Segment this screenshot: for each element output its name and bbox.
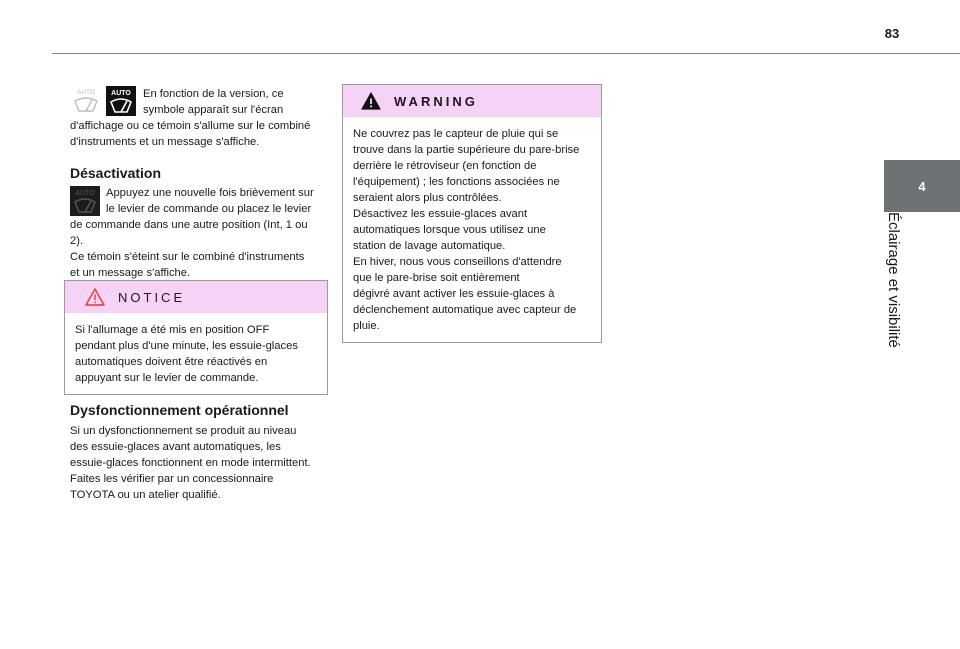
- warning-line: seraient alors plus contrôlées.: [353, 192, 502, 204]
- warning-line: station de lavage automatique.: [353, 240, 506, 252]
- notice-line: Si l'allumage a été mis en position OFF: [75, 324, 270, 336]
- deactivation-line-1: Appuyez une nouvelle fois brièvement sur: [106, 187, 314, 199]
- notice-box: [64, 280, 328, 395]
- warning-line: trouve dans la partie supérieure du pare-brise: [353, 144, 580, 156]
- header-divider: [52, 53, 960, 54]
- warning-line: Désactivez les essuie-glaces avant: [353, 208, 528, 220]
- deactivation-line-3: de commande dans une autre position (Int, 1 ou: [70, 219, 308, 231]
- malfunction-line: Faites les vérifier par un concessionnaire: [70, 473, 274, 485]
- deactivation-line-6: et un message s'affiche.: [70, 267, 191, 279]
- warning-line: Ne couvrez pas le capteur de pluie qui se: [353, 128, 559, 140]
- warning-line: que le pare-brise soit entièrement: [353, 272, 520, 284]
- notice-line: pendant plus d'une minute, les essuie-glaces: [75, 340, 298, 352]
- notice-line: appuyant sur le levier de commande.: [75, 372, 259, 384]
- intro-line-3: d'affichage ou ce témoin s'allume sur le combiné: [70, 120, 311, 132]
- intro-line-2: symbole apparaît sur l'écran: [143, 104, 284, 116]
- warning-line: derrière le rétroviseur (en fonction de: [353, 160, 537, 172]
- auto-wiper-filled-icon: [106, 86, 136, 116]
- warning-label: WARNING: [394, 93, 478, 109]
- notice-label: NOTICE: [118, 289, 186, 305]
- notice-header: [65, 281, 327, 313]
- warning-header: [343, 85, 601, 117]
- warning-line: pluie.: [353, 320, 380, 332]
- deactivation-line-2: le levier de commande ou placez le levier: [106, 203, 312, 215]
- chapter-title-text: Éclairage et visibilité: [885, 212, 902, 348]
- intro-line-4: d'instruments et un message s'affiche.: [70, 136, 260, 148]
- intro-line-1: En fonction de la version, ce: [143, 88, 284, 100]
- warning-body: [343, 117, 601, 342]
- chapter-tab: 4: [884, 160, 960, 212]
- malfunction-line: TOYOTA ou un atelier qualifié.: [70, 489, 221, 501]
- malfunction-line: Si un dysfonctionnement se produit au niveau: [70, 425, 297, 437]
- warning-box: [342, 84, 602, 343]
- notice-line: automatiques doivent être réactivés en: [75, 356, 268, 368]
- malfunction-heading: Dysfonctionnement opérationnel: [70, 402, 289, 418]
- deactivation-heading: Désactivation: [70, 165, 162, 181]
- malfunction-section: [70, 402, 332, 503]
- caution-outline-icon: [84, 287, 106, 307]
- auto-wiper-outline-icon: [70, 87, 102, 115]
- auto-text-dark: AUTO: [75, 190, 95, 197]
- page-number: 83: [884, 26, 900, 41]
- warning-line: En hiver, nous vous conseillons d'attendre: [353, 256, 562, 268]
- malfunction-line: essuie-glaces fonctionnent en mode intermittent.: [70, 457, 311, 469]
- auto-text-white: AUTO: [111, 90, 131, 97]
- warning-line: dégivré avant activer les essuie-glaces à: [353, 288, 555, 300]
- deactivation-line-4: 2).: [70, 235, 84, 247]
- warning-line: déclenchement automatique avec capteur de: [353, 304, 577, 316]
- chapter-title: [884, 212, 920, 372]
- warning-line: l'équipement) ; les fonctions associées ne: [353, 176, 560, 188]
- warning-line: automatiques lorsque vous utilisez une: [353, 224, 546, 236]
- notice-body: [65, 313, 327, 394]
- auto-text: AUTO: [77, 89, 95, 96]
- malfunction-line: des essuie-glaces avant automatiques, les: [70, 441, 281, 453]
- deactivation-line-5: Ce témoin s'éteint sur le combiné d'instruments: [70, 251, 305, 263]
- auto-wiper-dark-icon: [70, 186, 100, 216]
- warning-filled-icon: [360, 91, 382, 111]
- left-column: [70, 86, 328, 281]
